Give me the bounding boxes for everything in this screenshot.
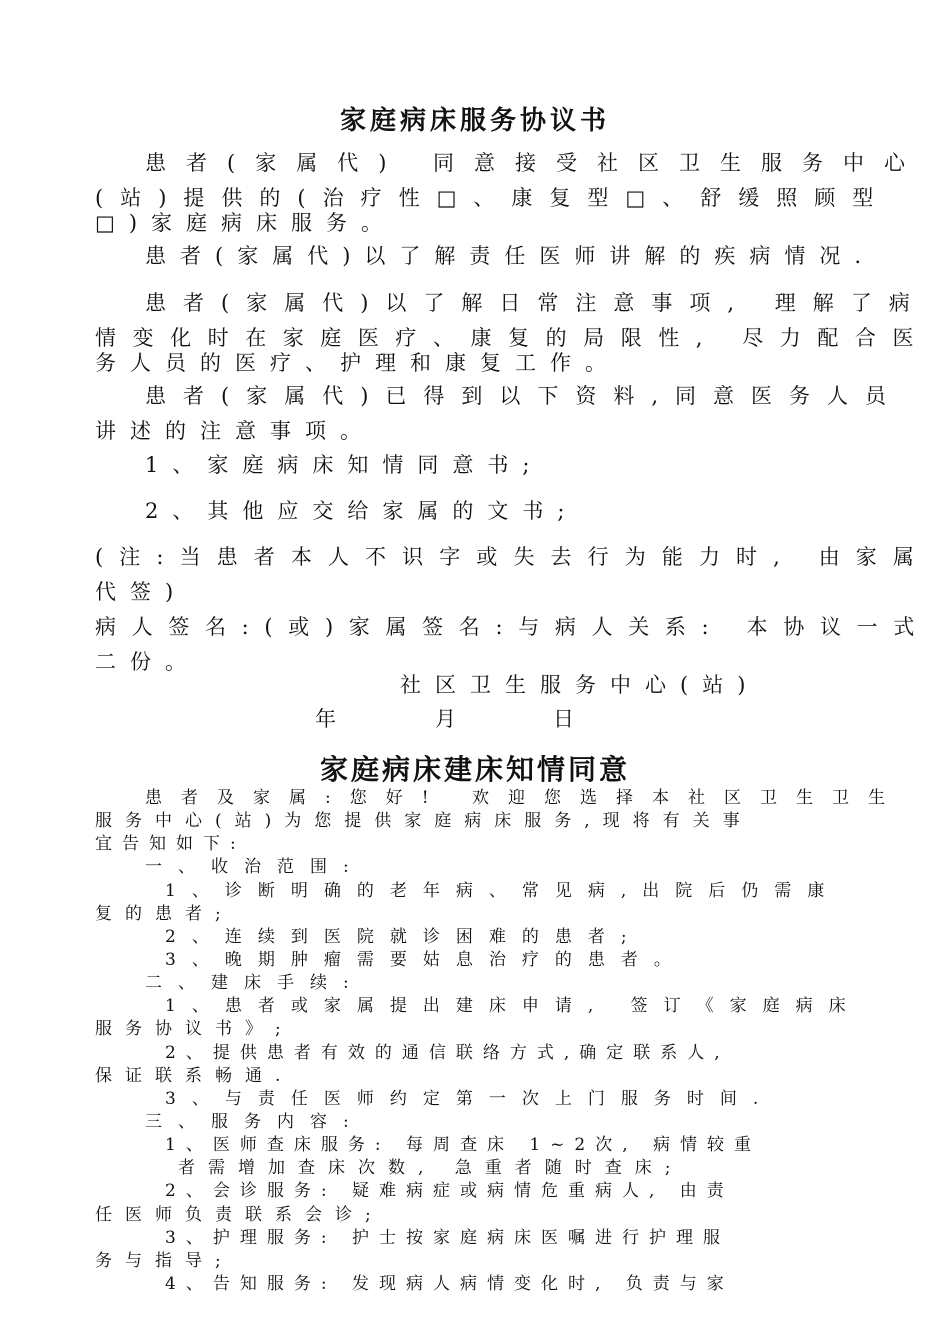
section-heading: 二、建床手续: [145, 973, 365, 993]
paragraph-line: 患者(家属代) 同意接受社区卫生服务中心 [145, 151, 926, 175]
list-item: 2、其他应交给家属的文书; [145, 499, 579, 523]
paragraph-line: 讲述的注意事项。 [95, 419, 375, 443]
list-item: 服务协议书》; [95, 1019, 294, 1039]
list-item: 4、告知服务: 发现病人病情变化时, 负责与家 [165, 1274, 734, 1294]
list-item: 1、患者或家属提出建床申请, 签订《家庭病床 [165, 996, 862, 1016]
list-item: 者需增加查床次数, 急重者随时查床; [178, 1158, 684, 1178]
organization-name: 社区卫生服务中心(站) [400, 673, 760, 697]
note-line: 代签) [95, 580, 188, 604]
paragraph-line: 患者(家属代)以了解日常注意事项, 理解了病 [145, 291, 927, 315]
date-year: 年 [315, 707, 336, 731]
date-month: 月 [435, 707, 456, 731]
paragraph-line: 务人员的医疗、护理和康复工作。 [95, 351, 620, 375]
section-heading: 三、服务内容: [145, 1112, 365, 1132]
list-item: 保证联系畅通. [95, 1066, 294, 1086]
paragraph-line: □)家庭病床服务。 [95, 211, 397, 235]
agreement-title: 家庭病床服务协议书 [339, 106, 610, 136]
date-day: 日 [553, 707, 574, 731]
list-item: 3、护理服务: 护士按家庭病床医嘱进行护理服 [165, 1228, 730, 1248]
paragraph-line: 情变化时在家庭医疗、康复的局限性, 尽力配合医 [95, 326, 930, 350]
list-item: 2、会诊服务: 疑难病症或病情危重病人, 由责 [165, 1181, 734, 1201]
intro-line: 宜告知如下: [95, 834, 246, 854]
list-item: 务与指导; [95, 1251, 234, 1271]
signature-line: 病人签名:(或)家属签名:与病人关系: 本协议一式 [95, 615, 930, 639]
note-line: (注:当患者本人不识字或失去行为能力时, 由家属 [95, 545, 930, 569]
intro-line: 服务中心(站)为您提供家庭病床服务,现将有关事 [95, 811, 753, 831]
list-item: 复的患者; [95, 904, 234, 924]
consent-title: 家庭病床建床知情同意 [319, 753, 630, 786]
list-item: 1、家庭病床知情同意书; [145, 453, 544, 477]
list-item: 2、连续到医院就诊困难的患者; [165, 927, 643, 947]
list-item: 2、提供患者有效的通信联络方式,确定联系人, [165, 1043, 730, 1063]
paragraph-line: 患者(家属代)已得到以下资料,同意医务人员 [145, 384, 904, 408]
list-item: 1、医师查床服务: 每周查床 1~2次, 病情较重 [165, 1135, 762, 1155]
signature-line: 二份。 [95, 650, 200, 674]
list-item: 1、诊断明确的老年病、常见病,出院后仍需康 [165, 881, 841, 901]
list-item: 3、晚期肿瘤需要姑息治疗的患者。 [165, 950, 687, 970]
list-item: 任医师负责联系会诊; [95, 1205, 384, 1225]
paragraph-line: 患者(家属代)以了解责任医师讲解的疾病情况. [145, 244, 876, 268]
list-item: 3、与责任医师约定第一次上门服务时间. [165, 1089, 775, 1109]
section-heading: 一、收治范围: [145, 857, 365, 877]
intro-line: 患者及家属:您好! 欢迎您选择本社区卫生卫生 [145, 788, 904, 808]
paragraph-line: (站)提供的(治疗性□、康复型□、舒缓照顾型 [95, 186, 891, 210]
